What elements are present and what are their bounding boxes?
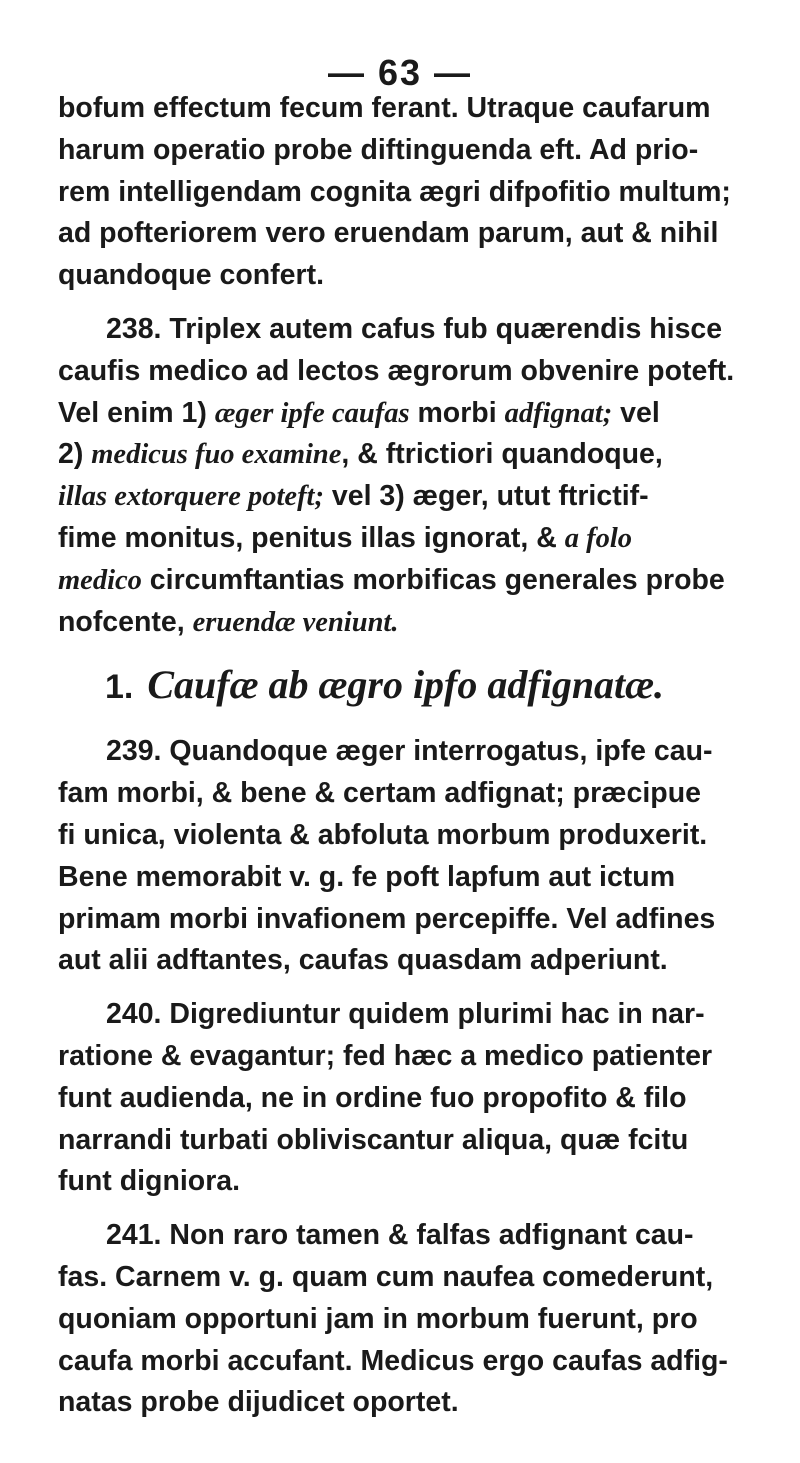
text-line: caufa morbi accufant. Medicus ergo caufas adfig- [58,1344,728,1377]
page-number: — 63 — [327,52,473,93]
text-line: 241. Non raro tamen & falfas adfignant cau- [106,1219,694,1252]
text-line: fas. Carnem v. g. quam cum naufea comederunt, [58,1260,714,1293]
text-line: rem intelligendam cognita ægri difpofitio multum; [58,175,731,208]
text-line: fi unica, violenta & abfoluta morbum produxerit. [58,818,708,851]
text-line: narrandi turbati obliviscantur aliqua, quæ fcitu [58,1123,689,1156]
paragraph-239 [58,731,750,982]
text-line: illas extorquere poteft; vel 3) æger, utut ftrictif- [58,480,649,513]
paragraph-continuation [58,88,750,297]
text-line: nofcente, eruendæ veniunt. [58,605,399,638]
text-line: 239. Quandoque æger interrogatus, ipfe cau- [106,735,713,768]
paragraph-241 [58,1215,750,1424]
text-line: 240. Digrediuntur quidem plurimi hac in nar- [106,998,705,1031]
text-line: harum operatio probe diftinguenda eft. Ad prio- [58,133,699,166]
text-line: natas probe dijudicet oportet. [58,1386,459,1419]
paragraph-238 [58,309,750,643]
text-line: 2) medicus fuo examine, & ftrictiori quandoque, [58,438,663,471]
text-line: aut alii adftantes, caufas quasdam adperiunt. [58,944,668,977]
text-line: Vel enim 1) æger ipfe caufas morbi adfignat; vel [58,396,660,429]
text-line: funt audienda, ne in ordine fuo propofito & filo [58,1081,687,1114]
text-line: quoniam opportuni jam in morbum fuerunt, pro [58,1302,698,1335]
text-line: funt digniora. [58,1165,241,1198]
text-line: fam morbi, & bene & certam adfignat; præcipue [58,777,701,810]
text-line: caufis medico ad lectos ægrorum obvenire poteft. [58,354,735,387]
text-line: fime monitus, penitus illas ignorat, & a folo [58,521,633,554]
text-line: primam morbi invafionem percepiffe. Vel adfines [58,902,716,935]
text-line: ad pofteriorem vero eruendam parum, aut & nihil [58,217,719,250]
text-line: quandoque confert. [58,259,324,292]
text-line: Bene memorabit v. g. fe poft lapfum aut ictum [58,860,676,893]
section-title: Caufæ ab ægro ipfo adfignatæ. [147,662,665,708]
text-line: medico circumftantias morbificas generales probe [58,563,725,596]
section-number: 1. [105,668,134,707]
paragraph-240 [58,994,750,1203]
text-line: ratione & evagantur; fed hæc a medico patienter [58,1039,713,1072]
section-heading [105,661,664,708]
text-line: 238. Triplex autem cafus fub quærendis hisce [106,313,723,345]
text-line: bofum effectum fecum ferant. Utraque caufarum [58,92,711,124]
